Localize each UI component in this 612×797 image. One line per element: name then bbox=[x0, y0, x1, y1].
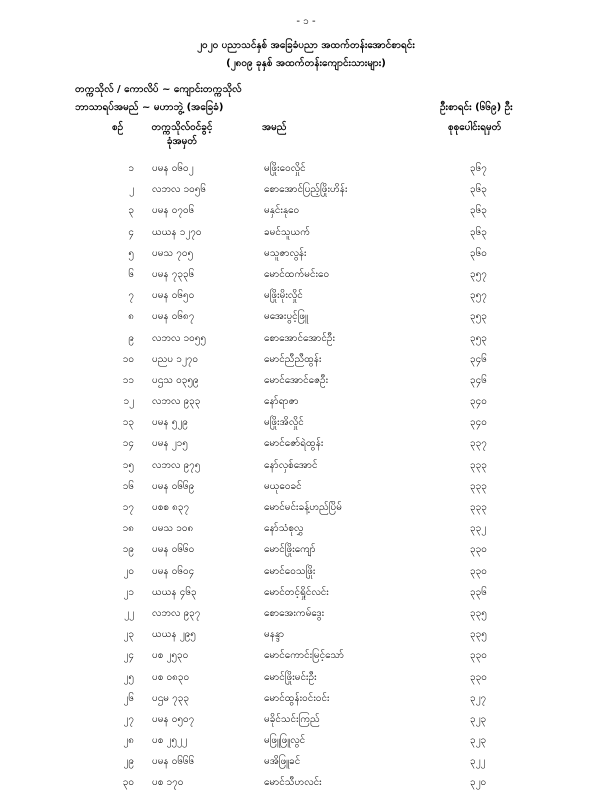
header-name: အမည် bbox=[262, 122, 287, 133]
table-row bbox=[0, 436, 612, 457]
student-name: မောင်ထွန်းဝင်းဝင်း bbox=[264, 692, 330, 704]
row-number: ၂၂ bbox=[124, 607, 134, 619]
row-number: ၁၂ bbox=[123, 396, 134, 408]
roll-number: ပမန ၀၆၆၆ bbox=[152, 756, 195, 768]
row-number: ၁၇ bbox=[122, 502, 134, 513]
roll-number: ယယန ၁၂၇၀ bbox=[152, 226, 202, 238]
table-row bbox=[0, 373, 612, 394]
table-row bbox=[0, 542, 612, 563]
roll-number: ပမန ၂၁၅ bbox=[152, 438, 188, 450]
student-name: မဖြိုးဝေလှိုင် bbox=[264, 163, 306, 174]
row-number: ၂၃ bbox=[123, 629, 134, 641]
roll-number: လဘလ ၁၀၅၅ bbox=[152, 332, 207, 344]
total-marks: ၃၃၀ bbox=[470, 544, 487, 556]
row-number: ၂၀ bbox=[123, 565, 134, 577]
table-row bbox=[0, 479, 612, 500]
table-row bbox=[0, 394, 612, 415]
row-number: ၇ bbox=[128, 290, 134, 302]
table-row bbox=[0, 712, 612, 733]
student-name: နော်သံစုလွှ bbox=[264, 523, 304, 535]
document-subtitle: (၂၈၀၉ ခုနှစ် အထက်တန်းကျောင်းသားများ) bbox=[226, 58, 386, 69]
row-number: ၂ bbox=[129, 184, 134, 196]
table-row bbox=[0, 352, 612, 373]
roll-number: ပမန ၀၆၆၀ bbox=[152, 544, 195, 556]
total-marks: ၃၂၂ bbox=[470, 756, 486, 768]
row-number: ၁၈ bbox=[122, 523, 134, 535]
student-name: မအိဖြူခင် bbox=[264, 756, 301, 768]
row-number: ၅ bbox=[128, 247, 134, 259]
header-no: စဉ် bbox=[112, 122, 124, 133]
roll-number: ပစစ ၈၃၇ bbox=[152, 502, 190, 513]
table-row bbox=[0, 606, 612, 627]
table-row bbox=[0, 161, 612, 182]
total-marks: ၃၃၃ bbox=[470, 502, 487, 513]
table-row bbox=[0, 458, 612, 479]
row-number: ၃၀ bbox=[122, 777, 134, 789]
header-roll-number: တက္ကသိုလ်ဝင်ခွင့် bbox=[151, 122, 213, 133]
total-marks: ၃၆၃ bbox=[470, 205, 487, 217]
total-marks: ၃၅၃ bbox=[470, 311, 487, 323]
table-row bbox=[0, 182, 612, 203]
row-number: ၁၁ bbox=[122, 374, 134, 386]
table-row bbox=[0, 246, 612, 267]
total-marks: ၃၃၅ bbox=[470, 629, 487, 641]
page-number: - ၁ - bbox=[296, 16, 316, 27]
total-marks: ၃၃၀ bbox=[470, 565, 487, 577]
row-number: ၂၆ bbox=[123, 692, 134, 704]
roll-number: ပမန ၀၆၀၂ bbox=[152, 163, 194, 174]
roll-number: ပညပ ၁၂၇၀ bbox=[152, 353, 199, 365]
row-number: ၂၁ bbox=[123, 586, 134, 598]
results-table bbox=[0, 161, 612, 797]
table-header bbox=[0, 120, 612, 150]
student-name: မောင်သီဟလင်း bbox=[264, 777, 322, 789]
row-number: ၁၉ bbox=[122, 544, 134, 556]
total-marks: ၃၆၀ bbox=[470, 247, 487, 259]
roll-number: လဘလ ၉၃၃ bbox=[152, 396, 201, 408]
student-name: စောအေးကမ်ဒွေး bbox=[264, 607, 325, 619]
table-row bbox=[0, 500, 612, 521]
table-row bbox=[0, 754, 612, 775]
total-marks: ၃၂၇ bbox=[470, 692, 487, 704]
row-number: ၂၈ bbox=[123, 735, 134, 747]
student-name: မသူဇာလွန်း bbox=[264, 247, 307, 259]
table-row bbox=[0, 585, 612, 606]
table-row bbox=[0, 648, 612, 669]
student-name: မောင်ဝေသဖြိုး bbox=[264, 565, 316, 577]
total-marks: ၃၄၀ bbox=[470, 417, 487, 429]
roll-number: ပမန ၇၃၃၆ bbox=[152, 268, 195, 280]
row-number: ၁၅ bbox=[122, 459, 134, 471]
row-number: ၈ bbox=[128, 311, 134, 323]
roll-number: ပမန ၀၆၅၀ bbox=[152, 290, 195, 302]
total-marks: ၃၃၂ bbox=[470, 523, 487, 535]
roll-number: ပစ ၂၅၃၀ bbox=[152, 650, 189, 662]
roll-number: လဘလ ၁၀၅၆ bbox=[152, 184, 207, 196]
roll-number: ပမန ၀၅၀၇ bbox=[152, 713, 195, 725]
student-name: မောင်ထက်မင်းဝေ bbox=[264, 268, 330, 280]
total-marks: ၃၃၃ bbox=[470, 480, 487, 492]
row-number: ၂၇ bbox=[123, 713, 134, 725]
total-marks: ၃၃၀ bbox=[470, 671, 487, 683]
row-number: ၉ bbox=[128, 332, 134, 344]
roll-number: ပမန ၀၆၀၄ bbox=[152, 565, 195, 577]
table-row bbox=[0, 627, 612, 648]
total-marks: ၃၃၇ bbox=[470, 438, 487, 450]
table-row bbox=[0, 267, 612, 288]
student-name: စောအောင်အောင်ဦး bbox=[264, 332, 336, 344]
student-name: မဖြူဖြူလွင် bbox=[264, 735, 306, 747]
roll-number: ပမသ ၇၀၅ bbox=[152, 247, 194, 259]
student-name: မနန္ဒာ bbox=[264, 629, 285, 641]
row-number: ၆ bbox=[128, 268, 134, 280]
total-marks: ၃၄၀ bbox=[470, 396, 487, 408]
row-number: ၁၄ bbox=[122, 438, 134, 450]
student-name: မောင်ဇော်ရဲထွန်း bbox=[264, 438, 324, 450]
student-name: မခိုင်သင်းကြည် bbox=[264, 713, 320, 725]
total-marks: ၃၂၃ bbox=[470, 735, 487, 747]
total-marks: ၃၂၀ bbox=[470, 777, 487, 789]
table-row bbox=[0, 775, 612, 796]
table-row bbox=[0, 225, 612, 246]
row-number: ၁၃ bbox=[122, 417, 134, 429]
student-name: နော်လှစ်အောင် bbox=[264, 459, 318, 471]
total-marks: ၃၅၇ bbox=[470, 268, 487, 280]
roll-number: ပဌသ ၀၃၅၉ bbox=[152, 374, 199, 386]
total-marks: ၃၄၆ bbox=[470, 353, 487, 365]
total-count: ဦးစာရင်း (၆၆၉) ဦး bbox=[440, 102, 513, 113]
roll-number: ပမန ၀၆၈၇ bbox=[152, 311, 195, 323]
table-row bbox=[0, 331, 612, 352]
table-row bbox=[0, 691, 612, 712]
roll-number: ပဌမ ၇၃၃ bbox=[152, 692, 190, 704]
row-number: ၃ bbox=[128, 205, 134, 217]
total-marks: ၃၅၇ bbox=[470, 290, 487, 302]
total-marks: ၃၃၅ bbox=[470, 607, 487, 619]
roll-number: ပမသ ၁၀၈ bbox=[152, 523, 194, 535]
roll-number: ပမန ၀၇၀၆ bbox=[152, 205, 195, 217]
total-marks: ၃၃၆ bbox=[470, 586, 487, 598]
table-row bbox=[0, 288, 612, 309]
total-marks: ၃၅၃ bbox=[470, 332, 487, 344]
student-name: မအေးပွင့်ဖြူ bbox=[264, 311, 308, 323]
row-number: ၂၅ bbox=[123, 671, 134, 683]
table-row bbox=[0, 203, 612, 224]
subject-line: ဘာသာရပ်အမည် ~ မဟာဘွဲ့ (အခြေခံ) bbox=[75, 102, 224, 113]
student-name: မနှင်းနုဝေ bbox=[264, 205, 300, 217]
student-name: မဖြိုးအိလှိုင် bbox=[264, 417, 304, 429]
total-marks: ၃၃၃ bbox=[470, 459, 487, 471]
roll-number: ယယန ၄၆၃ bbox=[152, 586, 197, 598]
total-marks: ၃၄၆ bbox=[470, 374, 487, 386]
roll-number: လဘလ ၉၃၇ bbox=[152, 607, 201, 619]
table-row bbox=[0, 564, 612, 585]
roll-number: ပမန ၀၆၆၉ bbox=[152, 480, 195, 492]
roll-number: ယယန ၂၉၅ bbox=[152, 629, 196, 641]
student-name: မောင်ဖြိုးမင်းဦး bbox=[264, 671, 317, 683]
student-name: မောင်မင်းခန့်ဟည်ပြိမ် bbox=[264, 502, 342, 513]
roll-number: ပမန ၅၂၉ bbox=[152, 417, 188, 429]
row-number: ၂၉ bbox=[123, 756, 134, 768]
student-name: နော်ရာဇာ bbox=[264, 396, 299, 408]
row-number: ၂၄ bbox=[123, 650, 134, 662]
roll-number: လဘလ ၉၇၅ bbox=[152, 459, 201, 471]
roll-number: ပစ ၁၇၀ bbox=[152, 777, 184, 789]
total-marks: ၃၆၃ bbox=[470, 226, 487, 238]
student-name: မောင်ဖြိုးကျော် bbox=[264, 544, 316, 556]
student-name: ခမင်သူယက် bbox=[264, 226, 311, 238]
header-total-marks: စုစုပေါင်းရမှတ် bbox=[448, 122, 502, 133]
student-name: စောအောင်ပြည့်ဖြိုးဟိန်း bbox=[264, 184, 348, 196]
student-name: မောင်ညီညီထွန်း bbox=[264, 353, 322, 365]
row-number: ၁ bbox=[128, 163, 134, 174]
table-row bbox=[0, 309, 612, 330]
student-name: မောင်တင့်ရှိုင်လင်း bbox=[264, 586, 329, 598]
header-roll-number-line2: ခုံအမှတ် bbox=[166, 136, 198, 147]
document-title: ၂၀၂၀ ပညာသင်နှစ် အခြေခံပညာ အထက်တန်းအောင်စာရင်း bbox=[197, 40, 415, 51]
row-number: ၁၀ bbox=[122, 353, 134, 365]
student-name: မဖြိုးမိုးလှိုင် bbox=[264, 290, 303, 302]
row-number: ၁၆ bbox=[122, 480, 134, 492]
table-row bbox=[0, 733, 612, 754]
student-name: မောင်အောင်ဇေဦး bbox=[264, 374, 329, 386]
student-name: မယုဝေခင် bbox=[264, 480, 302, 492]
university-line: တက္ကသိုလ် / ကောလိပ် ~ ကျောင်းတက္ကသိုလ် bbox=[75, 84, 242, 95]
total-marks: ၃၃၀ bbox=[470, 650, 487, 662]
row-number: ၄ bbox=[128, 226, 134, 238]
total-marks: ၃၆၇ bbox=[470, 163, 487, 174]
roll-number: ပစ ၀၈၃၀ bbox=[152, 671, 190, 683]
table-row bbox=[0, 670, 612, 691]
student-name: မောင်ကောင်းမြင့်သော် bbox=[264, 650, 344, 662]
total-marks: ၃၂၃ bbox=[470, 713, 487, 725]
table-row bbox=[0, 521, 612, 542]
table-row bbox=[0, 415, 612, 436]
roll-number: ပစ ၂၅၂၂ bbox=[152, 735, 187, 747]
total-marks: ၃၆၃ bbox=[470, 184, 487, 196]
